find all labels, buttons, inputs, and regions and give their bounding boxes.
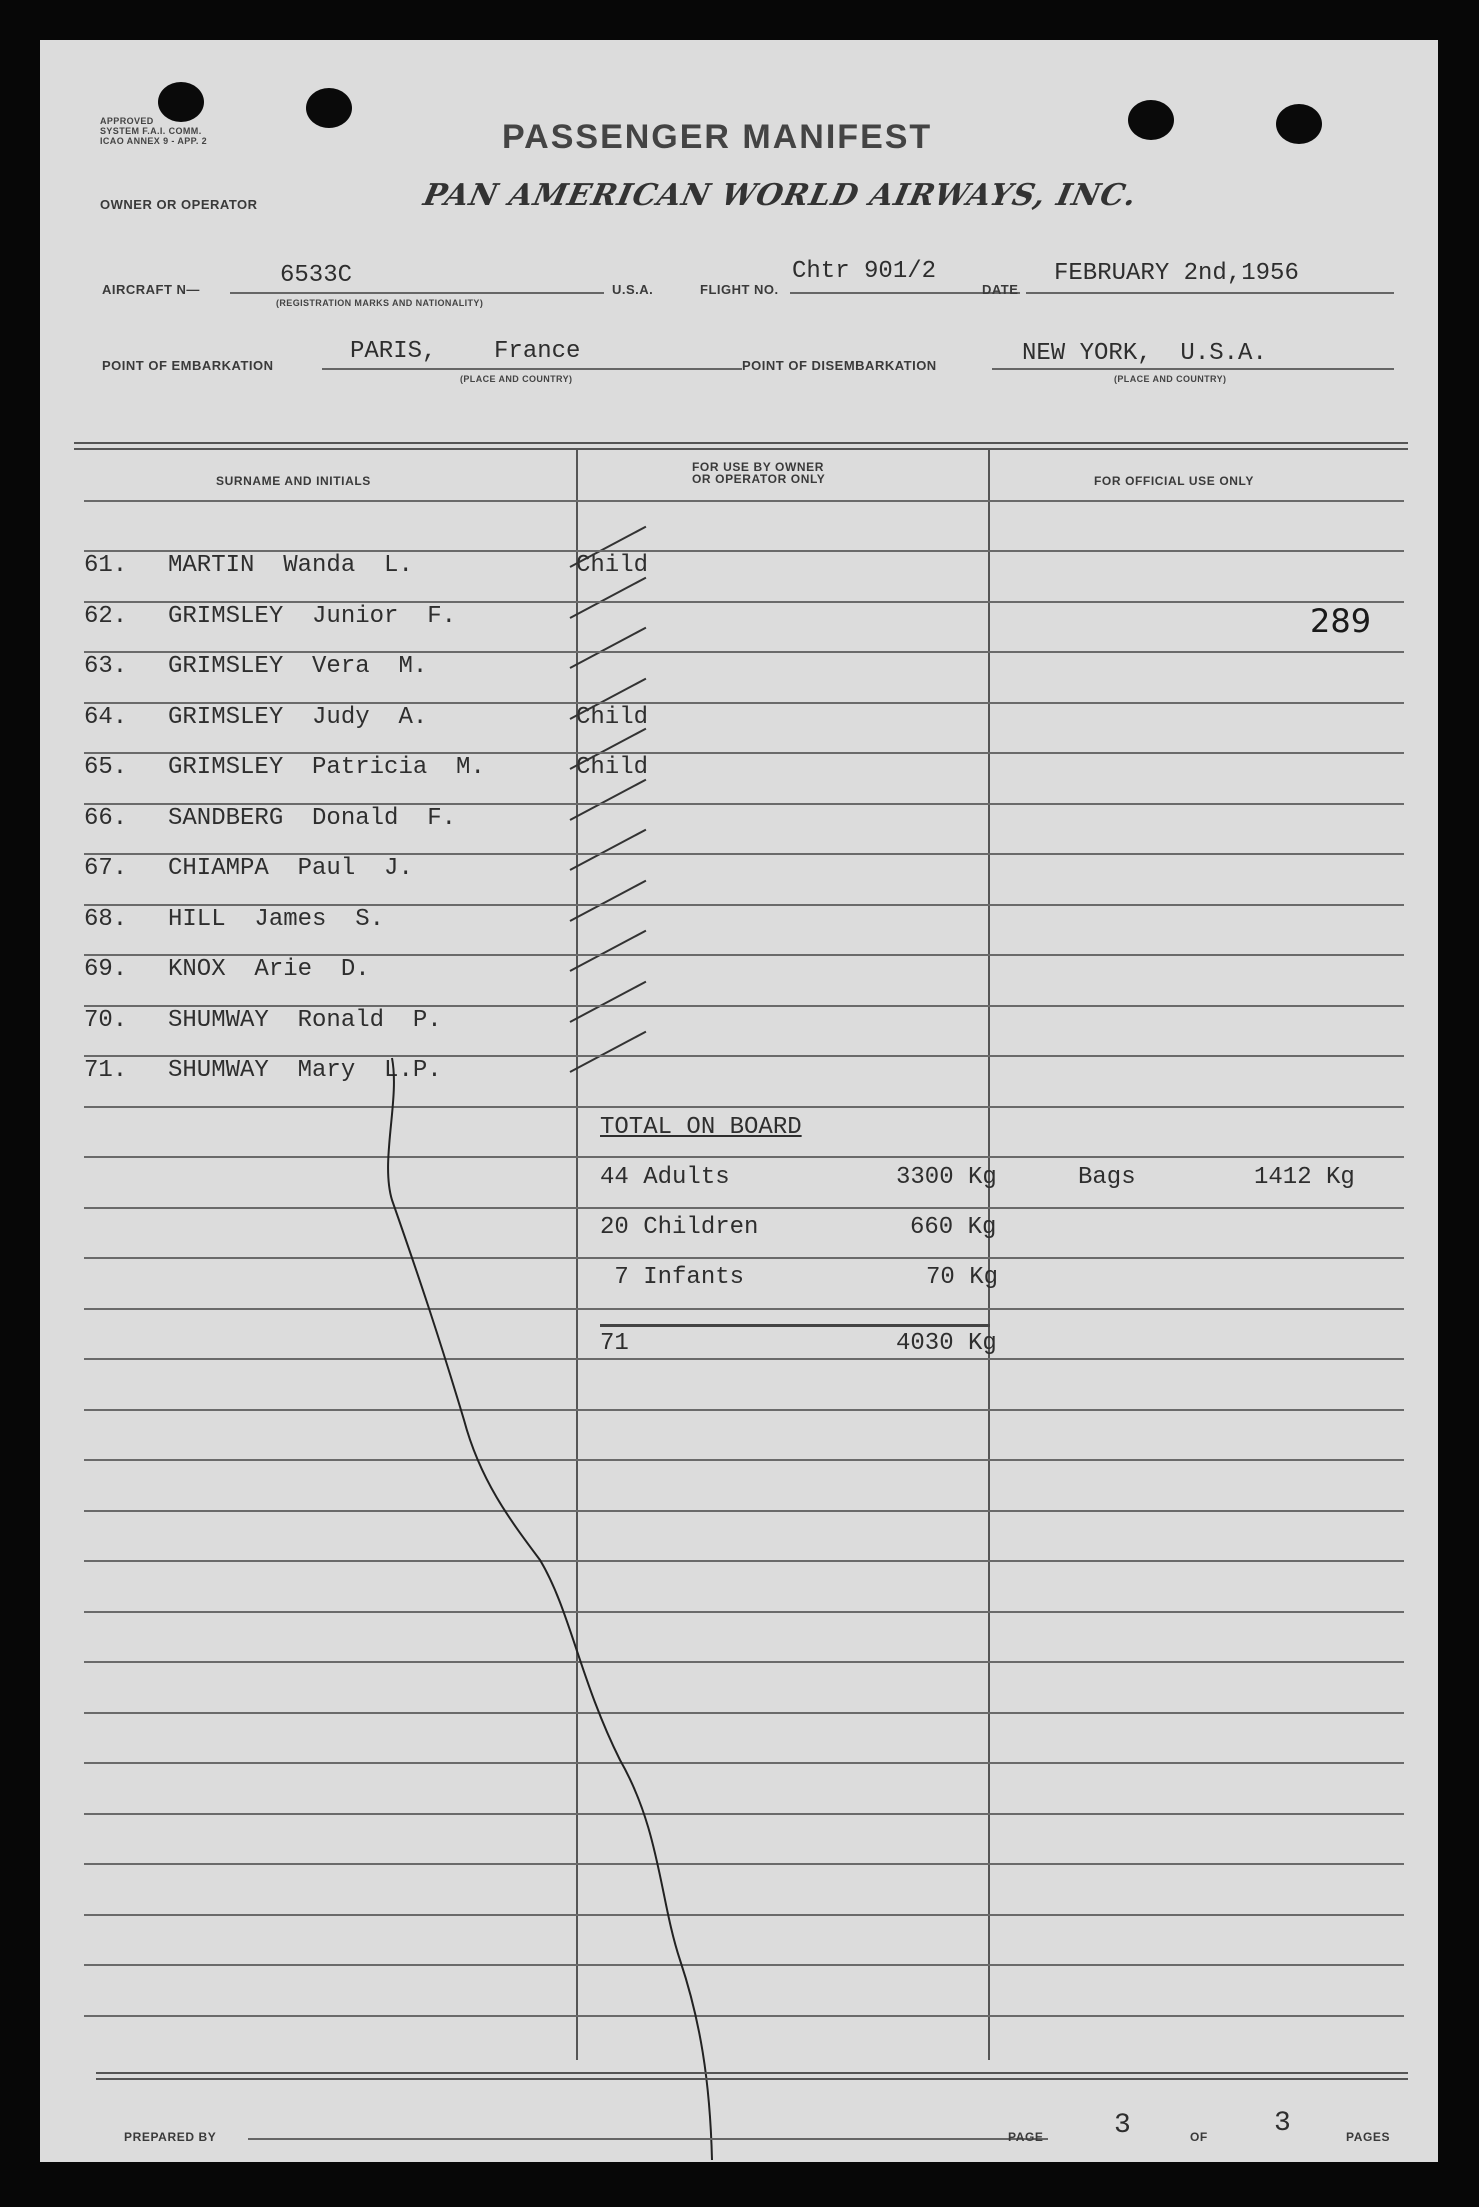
total-adults-weight: 3300 Kg bbox=[896, 1164, 997, 1191]
approval-line: APPROVED bbox=[100, 116, 154, 126]
page-value: 3 bbox=[1114, 2110, 1131, 2141]
totals-heading: TOTAL ON BOARD bbox=[600, 1114, 802, 1141]
passenger-name: KNOX Arie D. bbox=[168, 956, 370, 983]
stamp-number: 289 bbox=[1310, 602, 1372, 640]
passenger-name: GRIMSLEY Vera M. bbox=[168, 653, 428, 680]
place-caption: (PLACE AND COUNTRY) bbox=[460, 374, 573, 384]
disembark-value: NEW YORK, U.S.A. bbox=[1022, 340, 1267, 367]
passenger-name: MARTIN Wanda L. bbox=[168, 552, 413, 579]
row-number: 68. bbox=[84, 905, 128, 933]
bags-weight: 1412 Kg bbox=[1254, 1164, 1355, 1191]
row-number: 63. bbox=[84, 653, 128, 680]
form-title: PASSENGER MANIFEST bbox=[502, 118, 933, 156]
passenger-note: Child bbox=[576, 703, 649, 731]
operator-name: PAN AMERICAN WORLD AIRWAYS, INC. bbox=[420, 178, 1141, 213]
aircraft-value: 6533C bbox=[280, 262, 353, 289]
total-infants-weight: 70 Kg bbox=[926, 1264, 999, 1291]
date-value: FEBRUARY 2nd,1956 bbox=[1054, 260, 1299, 287]
total-infants: 7 Infants bbox=[600, 1264, 745, 1291]
passenger-name: GRIMSLEY Patricia M. bbox=[168, 754, 485, 781]
header-surname: SURNAME AND INITIALS bbox=[216, 474, 371, 488]
row-number: 66. bbox=[84, 804, 128, 832]
row-number: 70. bbox=[84, 1006, 128, 1034]
total-children-weight: 660 Kg bbox=[910, 1214, 997, 1241]
row-number: 62. bbox=[84, 602, 128, 630]
usa-label: U.S.A. bbox=[612, 282, 654, 297]
passenger-name: SHUMWAY Mary L.P. bbox=[168, 1057, 442, 1084]
pages-label: PAGES bbox=[1346, 2130, 1391, 2144]
header-owner-use: FOR USE BY OWNER bbox=[692, 460, 825, 474]
date-label: DATE bbox=[982, 282, 1019, 297]
approval-line: SYSTEM F.A.I. COMM. bbox=[100, 126, 202, 136]
total-adults: 44 Adults bbox=[600, 1164, 730, 1191]
passenger-name: SHUMWAY Ronald P. bbox=[168, 1006, 442, 1034]
registration-caption: (REGISTRATION MARKS AND NATIONALITY) bbox=[276, 298, 484, 308]
passenger-note: Child bbox=[576, 754, 649, 781]
owner-label: OWNER OR OPERATOR bbox=[100, 197, 258, 212]
total-all: 71 bbox=[600, 1330, 629, 1357]
of-label: OF bbox=[1190, 2130, 1208, 2144]
row-number: 61. bbox=[84, 552, 128, 579]
embark-value: PARIS, France bbox=[350, 338, 581, 365]
disembark-label: POINT OF DISEMBARKATION bbox=[742, 358, 937, 373]
passenger-name: HILL James S. bbox=[168, 905, 385, 933]
header-owner-use: OR OPERATOR ONLY bbox=[692, 472, 826, 486]
row-number: 65. bbox=[84, 754, 128, 781]
pages-value: 3 bbox=[1274, 2108, 1291, 2139]
passenger-name: SANDBERG Donald F. bbox=[168, 804, 457, 832]
prepared-label: PREPARED BY bbox=[124, 2130, 217, 2144]
passenger-note: Child bbox=[576, 552, 649, 579]
total-children: 20 Children bbox=[600, 1214, 759, 1241]
header-official: FOR OFFICIAL USE ONLY bbox=[1094, 474, 1254, 488]
passenger-name: CHIAMPA Paul J. bbox=[168, 855, 413, 882]
place-caption: (PLACE AND COUNTRY) bbox=[1114, 374, 1227, 384]
row-number: 71. bbox=[84, 1057, 128, 1084]
row-number: 69. bbox=[84, 956, 128, 983]
passenger-name: GRIMSLEY Junior F. bbox=[168, 602, 457, 630]
bags-label: Bags bbox=[1078, 1164, 1136, 1191]
manifest-sheet bbox=[40, 40, 1438, 2162]
total-all-weight: 4030 Kg bbox=[896, 1330, 997, 1357]
flight-value: Chtr 901/2 bbox=[792, 258, 937, 285]
row-number: 64. bbox=[84, 703, 128, 731]
approval-line: ICAO ANNEX 9 - APP. 2 bbox=[100, 136, 208, 146]
flight-label: FLIGHT NO. bbox=[700, 282, 779, 297]
passenger-name: GRIMSLEY Judy A. bbox=[168, 703, 428, 731]
embark-label: POINT OF EMBARKATION bbox=[102, 358, 274, 373]
page-label: PAGE bbox=[1008, 2130, 1044, 2144]
pen-stroke bbox=[40, 40, 1438, 2162]
row-number: 67. bbox=[84, 855, 128, 882]
aircraft-label: AIRCRAFT N— bbox=[102, 282, 200, 297]
